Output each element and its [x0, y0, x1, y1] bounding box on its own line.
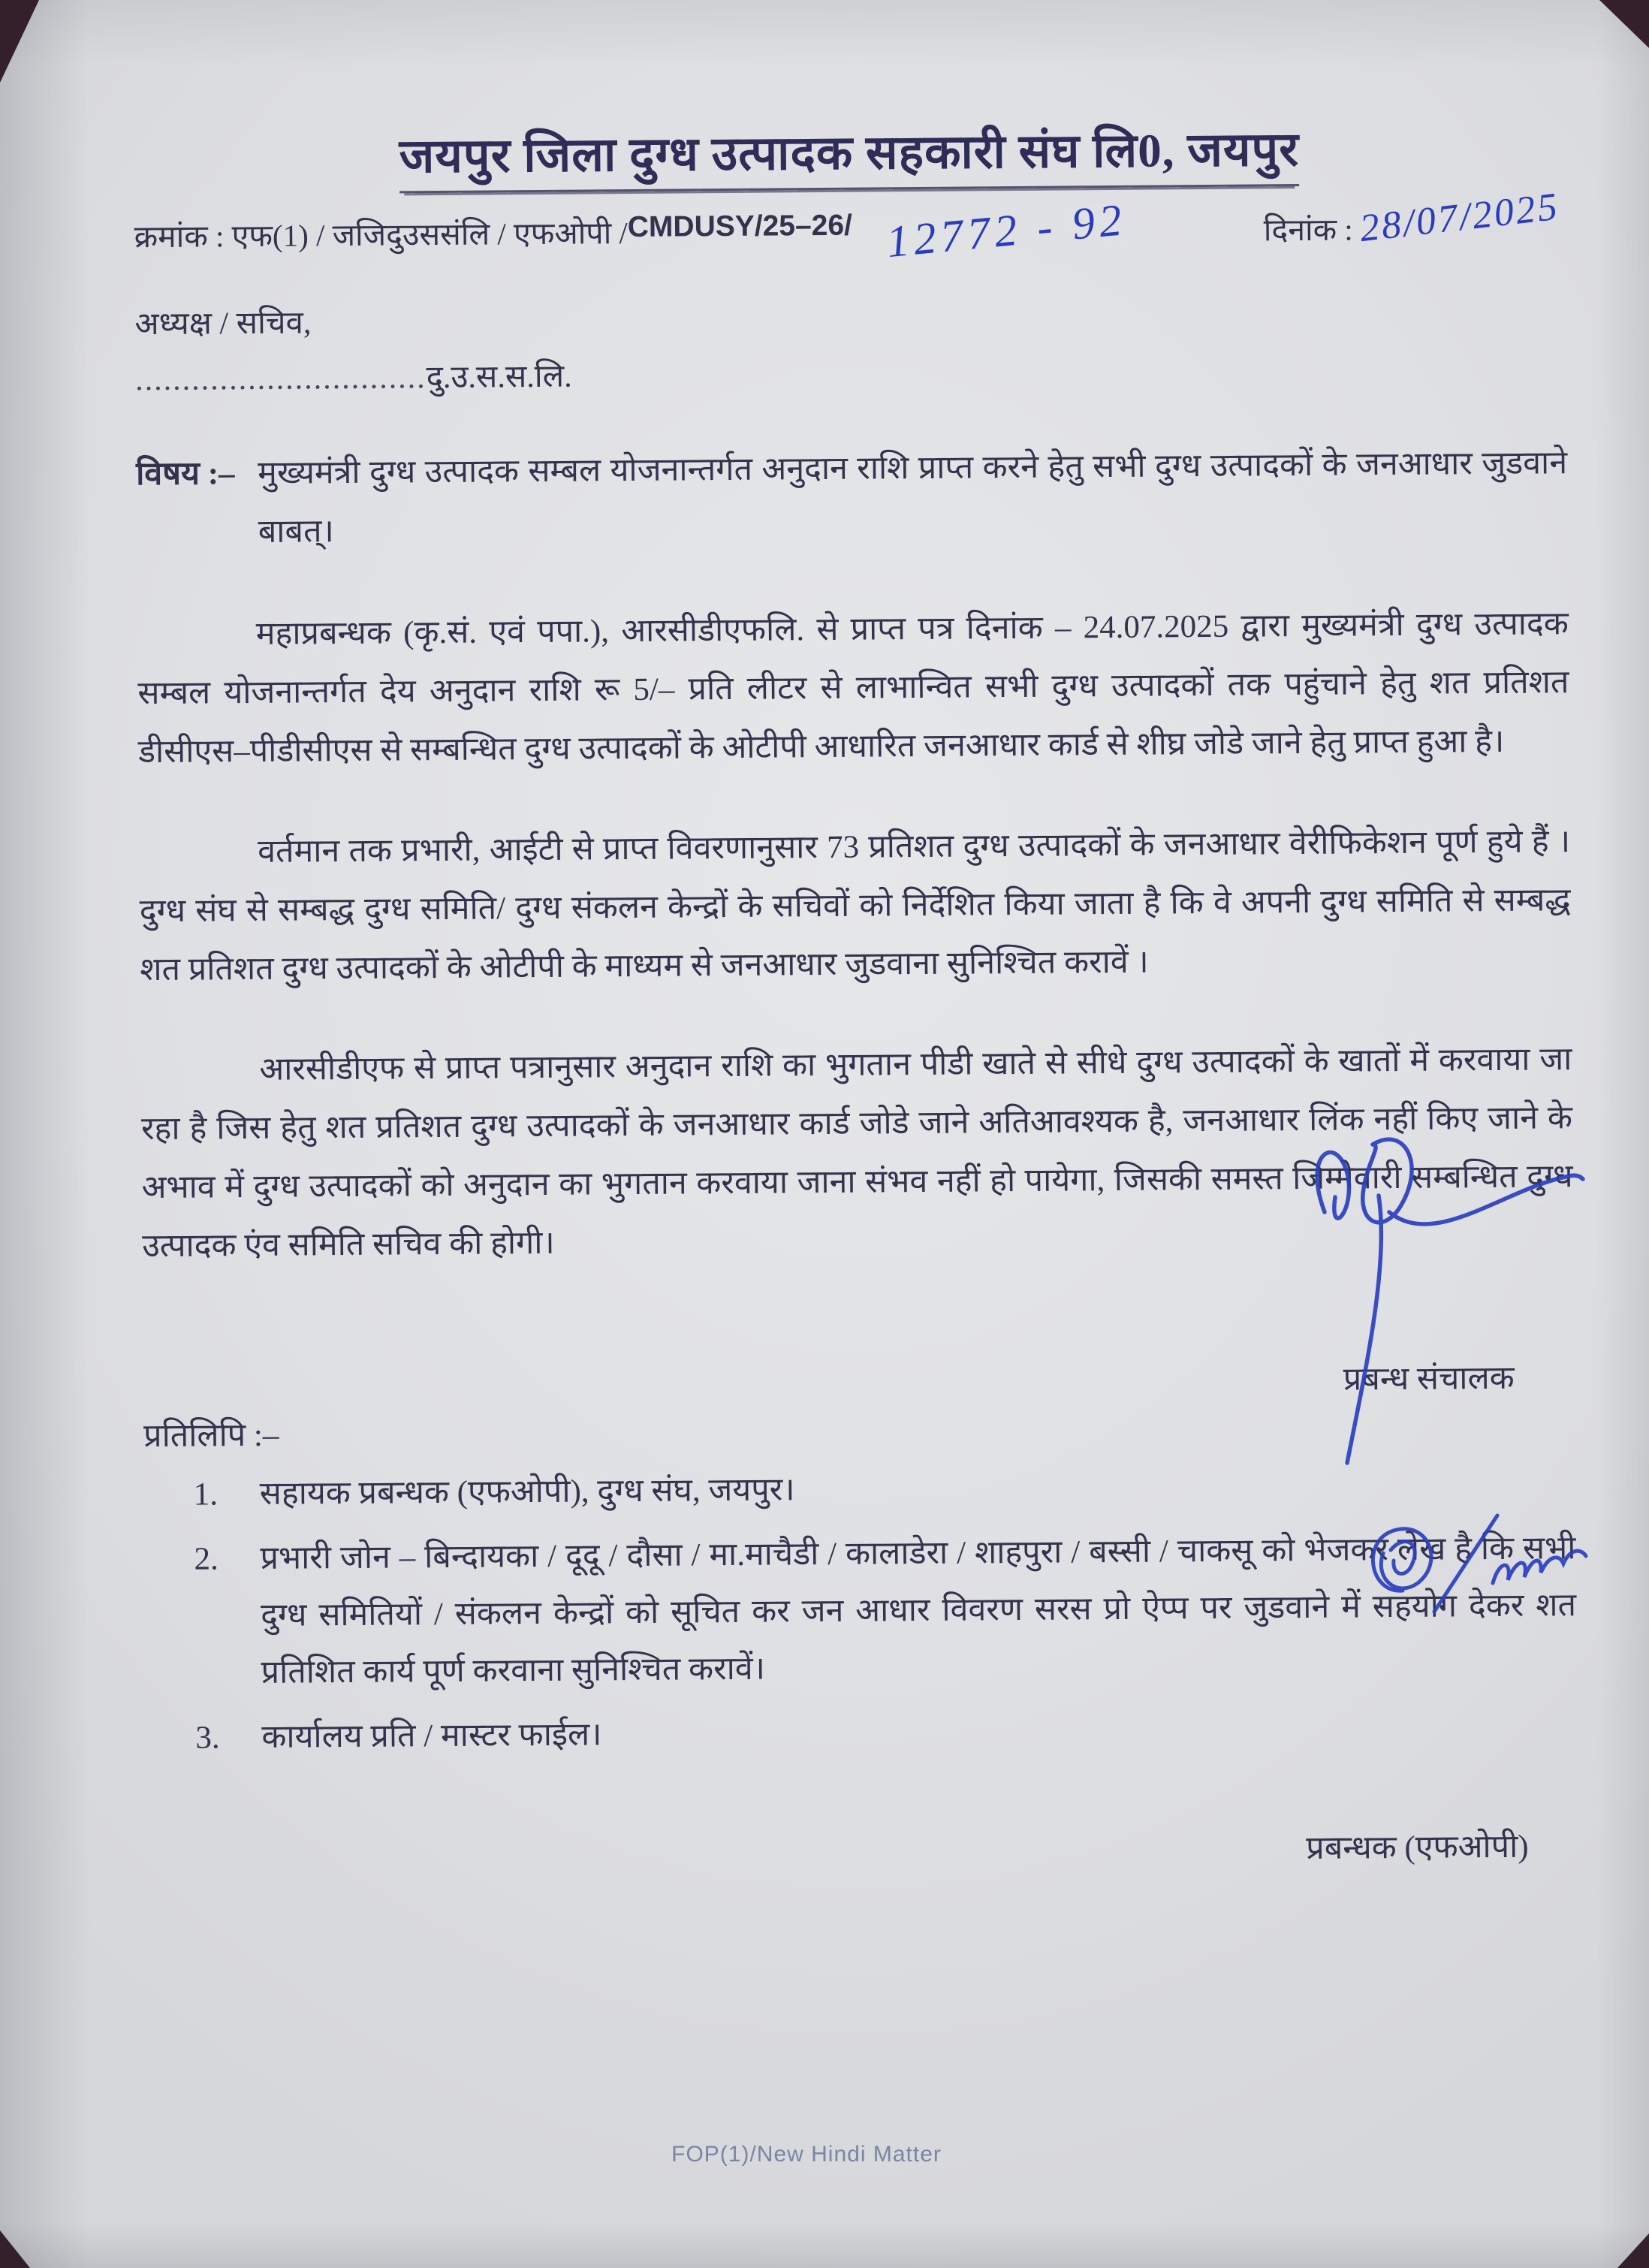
signature2-title: प्रबन्धक (एफओपी): [1306, 1829, 1529, 1867]
addressee-line2: [135, 342, 1567, 409]
body-paragraph-3: आरसीडीएफ से प्राप्त पत्रानुसार अनुदान राशि का भुगतान पीडी खाते से सीधे दुग्ध उत्पादकों के खातों में करवाया जा रहा है जिस हेतु शत प्रतिशत दुग्ध उत्पादकों के जनआधार कार्ड जोडे जाने अतिआवश्यक है, जनआधार लिंक नहीं किए जाने के अभाव में दुग्ध उत्पादकों को अनुदान का भुगतान करवाया जाना संभव नहीं हो पायेगा, जिसकी समस्त जिम्मेवारी सम्बन्धित दुग्ध उत्पादक एंव समिति सचिव की होगी।: [140, 1042, 1573, 1265]
handwritten-ref-number: 12772 - 92: [885, 195, 1129, 267]
body-paragraph-1: महाप्रबन्धक (कृ.सं. एवं पपा.), आरसीडीएफलि. से प्राप्त पत्र दिनांक – 24.07.2025 द्वारा मुख्यमंत्री दुग्ध उत्पादक सम्बल योजनान्तर्गत देय अनुदान राशि रू 5/– प्रति लीटर से लाभान्वित सभी दुग्ध उत्पादकों तक पहुंचाने हेतु शत प्रतिशत डीसीएस–पीडीसीएस से सम्बन्धित दुग्ध उत्पादकों के ओटीपी आधारित जनआधार कार्ड से शीघ्र जोडे जाने हेतु प्राप्त हुआ है।: [137, 606, 1569, 771]
date-label: दिनांक :: [1263, 212, 1353, 248]
ref-number-label: क्रमांक : एफ(1) / जजिदुउससंलि / एफओपी /: [134, 216, 629, 255]
signature2-title-row: [146, 1823, 1578, 1878]
signature1-title: प्रबन्ध संचालक: [1343, 1361, 1515, 1398]
copy-item-1-text: सहायक प्रबन्धक (एफओपी), दुग्ध संघ, जयपुर।: [259, 1472, 795, 1513]
footer-note: FOP(1)/New Hindi Matter: [671, 2142, 942, 2167]
addressee-line2-text: दु.उ.स.स.लि.: [426, 360, 572, 396]
copy-item-2-number: 2.: [194, 1541, 219, 1578]
copy-item-3-text: कार्यालय प्रति / मास्टर फाईल।: [261, 1717, 602, 1756]
ref-number-code: CMDUSY/25–26/: [627, 210, 853, 244]
subject-label: विषय :–: [135, 456, 235, 493]
letterhead-title: [134, 120, 1566, 195]
date-block: [1263, 185, 1562, 251]
signature1-title-row: [143, 1354, 1574, 1410]
copies-list: [144, 1456, 1578, 1768]
subject-block: [136, 435, 1568, 563]
copy-item-2: [144, 1521, 1577, 1703]
letterhead-title-text: जयपुर जिला दुग्ध उत्पादक सहकारी संघ लि0, जयपुर: [399, 122, 1299, 194]
scan-shadow-bottom: [0, 2223, 1649, 2268]
handwritten-date: 28/07/2025: [1357, 185, 1562, 251]
addressee-line1: अध्यक्ष / सचिव,: [134, 306, 312, 342]
addressee-block: [134, 286, 1566, 409]
copies-label: प्रतिलिपि :–: [143, 1418, 279, 1455]
reference-line: [134, 185, 1565, 267]
copy-item-1-number: 1.: [193, 1476, 219, 1513]
subject-text: मुख्यमंत्री दुग्ध उत्पादक सम्बल योजनान्तर्गत अनुदान राशि प्राप्त करने हेतु सभी दुग्ध उत्पादकों के जनआधार जुडवाने बाबत्।: [257, 445, 1568, 550]
copy-item-1: [144, 1456, 1576, 1525]
addressee-dotted-line: ...............................: [134, 360, 427, 398]
body-paragraph-2: वर्तमान तक प्रभारी, आईटी से प्राप्त विवरणानुसार 73 प्रतिशत दुग्ध उत्पादकों के जनआधार वेरीफिकेशन पूर्ण हुये हैं । दुग्ध संघ से सम्बद्ध दुग्ध समिति/ दुग्ध संकलन केन्द्रों के सचिवों को निर्देशित किया जाता है कि वे अपनी दुग्ध समिति से सम्बद्ध शत प्रतिशत दुग्ध उत्पादकों के ओटीपी के माध्यम से जनआधार जुडवाना सुनिश्चित करावें ।: [139, 824, 1571, 988]
copy-item-2-text: प्रभारी जोन – बिन्दायका / दूदू / दौसा / मा.माचैडी / कालाडेरा / शाहपुरा / बस्सी / चाकसू को भेजकर लेख है कि सभी दुग्ध समितियों / संकलन केन्द्रों को सूचित कर जन आधार विवरण सरस प्रो ऐप्प पर जुडवाने में सहयोग देकर शत प्रतिशित कार्य पूर्ण करवाना सुनिश्चित करावें।: [260, 1531, 1577, 1691]
copy-item-3: [146, 1699, 1578, 1768]
copy-item-3-number: 3.: [195, 1720, 220, 1757]
